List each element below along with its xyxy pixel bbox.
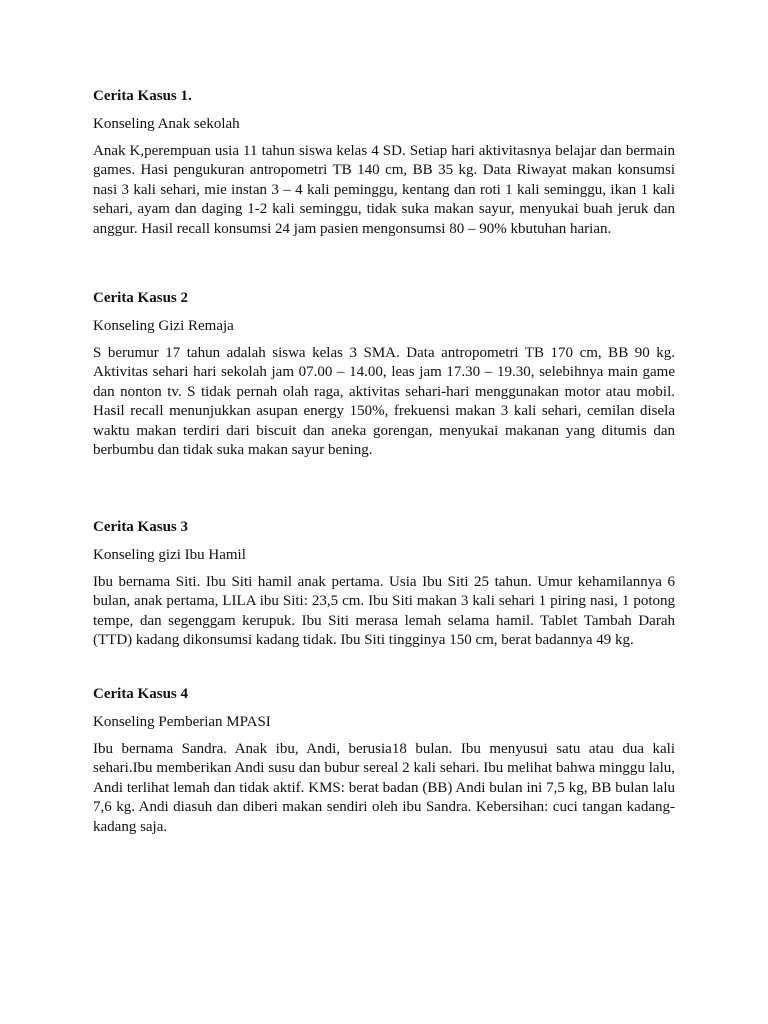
case-body: Ibu bernama Sandra. Anak ibu, Andi, berusia18 bulan. Ibu menyusui satu atau dua kali sehari.Ibu memberikan Andi susu dan bubur sereal 2 kali sehari. Ibu melihat bahwa minggu lalu, Andi terlihat lemah dan tidak aktif. KMS: berat badan (BB) Andi bulan ini 7,5 kg, BB bulan lalu 7,6 kg. Andi diasuh dan diberi makan sendiri oleh ibu Sandra. Kebersihan: cuci tangan kadang-kadang saja.	[93, 741, 675, 835]
case-title: Cerita Kasus 3	[93, 519, 188, 535]
case-title: Cerita Kasus 1.	[93, 88, 192, 104]
case-subtitle: Konseling Pemberian MPASI	[93, 714, 271, 730]
case-section-3	[93, 518, 675, 649]
case-body: S berumur 17 tahun adalah siswa kelas 3 SMA. Data antropometri TB 170 cm, BB 90 kg. Aktivitas sehari hari sekolah jam 07.00 – 14.00, leas jam 17.30 – 19.30, selebihnya main game dan nonton tv. S tidak pernah olah raga, aktivitas sehari-hari menggunakan motor atau mobil. Hasil recall menunjukkan asupan energy 150%, frekuensi makan 3 kali sehari, cemilan disela waktu makan terdiri dari biscuit dan aneka gorengan, menyukai makanan yang ditumis dan berbumbu dan tidak suka makan sayur bening.	[93, 345, 675, 459]
case-title: Cerita Kasus 4	[93, 686, 188, 702]
case-title: Cerita Kasus 2	[93, 290, 188, 306]
case-subtitle: Konseling gizi Ibu Hamil	[93, 547, 246, 563]
case-section-2	[93, 289, 675, 459]
case-subtitle: Konseling Gizi Remaja	[93, 318, 234, 334]
case-subtitle: Konseling Anak sekolah	[93, 116, 240, 132]
case-section-1	[93, 87, 675, 237]
case-body: Ibu bernama Siti. Ibu Siti hamil anak pertama. Usia Ibu Siti 25 tahun. Umur kehamilannya 6 bulan, anak pertama, LILA ibu Siti: 23,5 cm. Ibu Siti makan 3 kali sehari 1 piring nasi, 1 potong tempe, dan segenggam kerupuk. Ibu Siti merasa lemah selama hamil. Tablet Tambah Darah (TTD) kadang dikonsumsi kadang tidak. Ibu Siti tingginya 150 cm, berat badannya 49 kg.	[93, 574, 675, 649]
case-section-4	[93, 685, 675, 835]
case-body: Anak K,perempuan usia 11 tahun siswa kelas 4 SD. Setiap hari aktivitasnya belajar dan bermain games. Hasi pengukuran antropometri TB 140 cm, BB 35 kg. Data Riwayat makan konsumsi nasi 3 kali sehari, mie instan 3 – 4 kali peminggu, kentang dan roti 1 kali seminggu, ikan 1 kali sehari, ayam dan daging 1-2 kali seminggu, tidak suka makan sayur, menyukai buah jeruk dan anggur. Hasil recall konsumsi 24 jam pasien mengonsumsi 80 – 90% kbutuhan harian.	[93, 143, 675, 237]
